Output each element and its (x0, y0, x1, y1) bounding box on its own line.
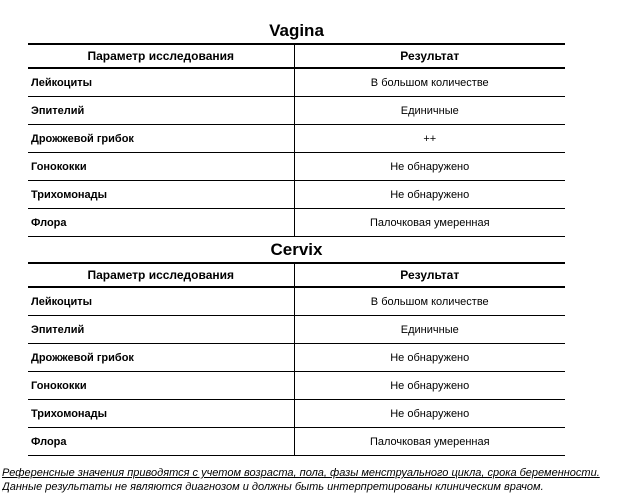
result-cell: В большом количестве (294, 287, 565, 316)
table-row (28, 287, 565, 316)
table-row (28, 316, 565, 344)
header-param: Параметр исследования (28, 263, 294, 287)
table-row (28, 97, 565, 125)
param-cell: Флора (28, 209, 294, 237)
table-row (28, 400, 565, 428)
table-row (28, 372, 565, 400)
header-result: Результат (294, 263, 565, 287)
result-cell: Палочковая умеренная (294, 428, 565, 456)
param-cell: Лейкоциты (28, 68, 294, 97)
section-title-vagina: Vagina (269, 21, 324, 40)
param-cell: Эпителий (28, 97, 294, 125)
result-cell: Палочковая умеренная (294, 209, 565, 237)
table-row (28, 153, 565, 181)
result-cell: В большом количестве (294, 68, 565, 97)
param-cell: Трихомонады (28, 181, 294, 209)
result-cell: Не обнаружено (294, 400, 565, 428)
footnote-disclaimer: Данные результаты не являются диагнозом и должны быть интерпретированы клиническим врачом. (2, 481, 544, 493)
table-row (28, 428, 565, 456)
section-title-cervix: Cervix (270, 240, 323, 259)
param-cell: Флора (28, 428, 294, 456)
header-result: Результат (294, 44, 565, 68)
table-header-row (28, 263, 565, 287)
table-row (28, 209, 565, 237)
param-cell: Лейкоциты (28, 287, 294, 316)
table-row (28, 125, 565, 153)
table-row (28, 181, 565, 209)
result-cell: Единичные (294, 97, 565, 125)
result-cell: Не обнаружено (294, 344, 565, 372)
result-cell: Единичные (294, 316, 565, 344)
result-cell: Не обнаружено (294, 372, 565, 400)
result-cell: Не обнаружено (294, 153, 565, 181)
table-row (28, 344, 565, 372)
results-table-vagina (28, 43, 565, 237)
result-cell: ++ (294, 125, 565, 153)
footnote-reference-values: Референсные значения приводятся с учетом возраста, пола, фазы менструального цикла, срока беременности. (2, 467, 600, 479)
header-param: Параметр исследования (28, 44, 294, 68)
param-cell: Гонококки (28, 372, 294, 400)
param-cell: Дрожжевой грибок (28, 344, 294, 372)
param-cell: Трихомонады (28, 400, 294, 428)
param-cell: Эпителий (28, 316, 294, 344)
result-cell: Не обнаружено (294, 181, 565, 209)
param-cell: Гонококки (28, 153, 294, 181)
results-table-cervix (28, 262, 565, 456)
param-cell: Дрожжевой грибок (28, 125, 294, 153)
table-row (28, 68, 565, 97)
table-header-row (28, 44, 565, 68)
